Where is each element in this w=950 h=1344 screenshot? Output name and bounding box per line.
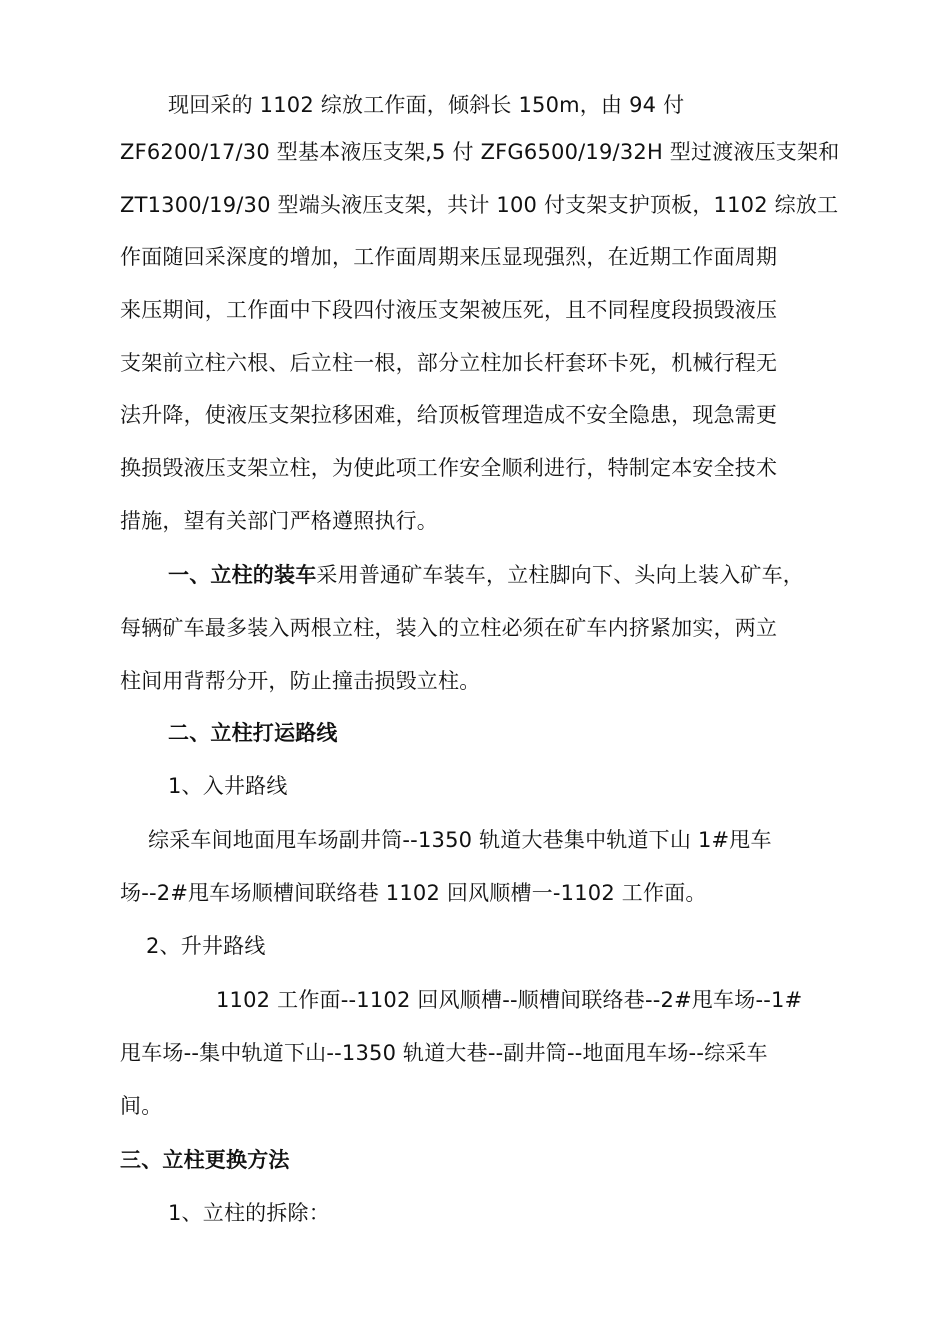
section1-text: 采用普通矿车装车，立柱脚向下、头向上装入矿车， xyxy=(316,563,805,587)
section2-sub1-line-2: 场--2#甩车场顺槽间联络巷 1102 回风顺槽一-1102 工作面。 xyxy=(120,881,707,905)
section2-sub2-line-1: 1102 工作面--1102 回风顺槽--顺槽间联络巷--2#甩车场--1# xyxy=(216,988,803,1012)
intro-line-9: 措施，望有关部门严格遵照执行。 xyxy=(120,509,438,533)
section1-line-1 xyxy=(168,562,804,588)
section2-sub1-title: 1、入井路线 xyxy=(168,774,288,798)
section2-heading: 二、立柱打运路线 xyxy=(168,721,338,745)
intro-line-2: ZF6200/17/30 型基本液压支架,5 付 ZFG6500/19/32H 型过渡液压支架和 xyxy=(120,140,840,164)
section3-heading: 三、立柱更换方法 xyxy=(120,1148,290,1172)
section2-sub2-line-2: 甩车场--集中轨道下山--1350 轨道大巷--副井筒--地面甩车场--综采车 xyxy=(120,1041,768,1065)
intro-line-5: 来压期间，工作面中下段四付液压支架被压死，且不同程度段损毁液压 xyxy=(120,298,778,322)
intro-line-7: 法升降，使液压支架拉移困难，给顶板管理造成不安全隐患，现急需更 xyxy=(120,403,778,427)
section2-sub1-line-1: 综采车间地面甩车场副井筒--1350 轨道大巷集中轨道下山 1#甩车 xyxy=(148,828,772,852)
intro-line-3: ZT1300/19/30 型端头液压支架，共计 100 付支架支护顶板，1102 综放工 xyxy=(120,193,839,217)
section3-sub1-title: 1、立柱的拆除： xyxy=(168,1201,330,1225)
section1-line-2: 每辆矿车最多装入两根立柱，装入的立柱必须在矿车内挤紧加实，两立 xyxy=(120,616,778,640)
section1-line-3: 柱间用背帮分开，防止撞击损毁立柱。 xyxy=(120,669,481,693)
section1-heading: 一、立柱的装车 xyxy=(168,563,317,587)
intro-line-8: 换损毁液压支架立柱，为使此项工作安全顺利进行，特制定本安全技术 xyxy=(120,456,778,480)
intro-line-6: 支架前立柱六根、后立柱一根，部分立柱加长杆套环卡死，机械行程无 xyxy=(120,351,778,375)
section2-sub2-line-3: 间。 xyxy=(120,1094,163,1118)
section2-sub2-title: 2、升井路线 xyxy=(146,934,266,958)
intro-line-4: 作面随回采深度的增加，工作面周期来压显现强烈，在近期工作面周期 xyxy=(120,245,778,269)
intro-line-1: 现回采的 1102 综放工作面，倾斜长 150m，由 94 付 xyxy=(168,93,685,117)
